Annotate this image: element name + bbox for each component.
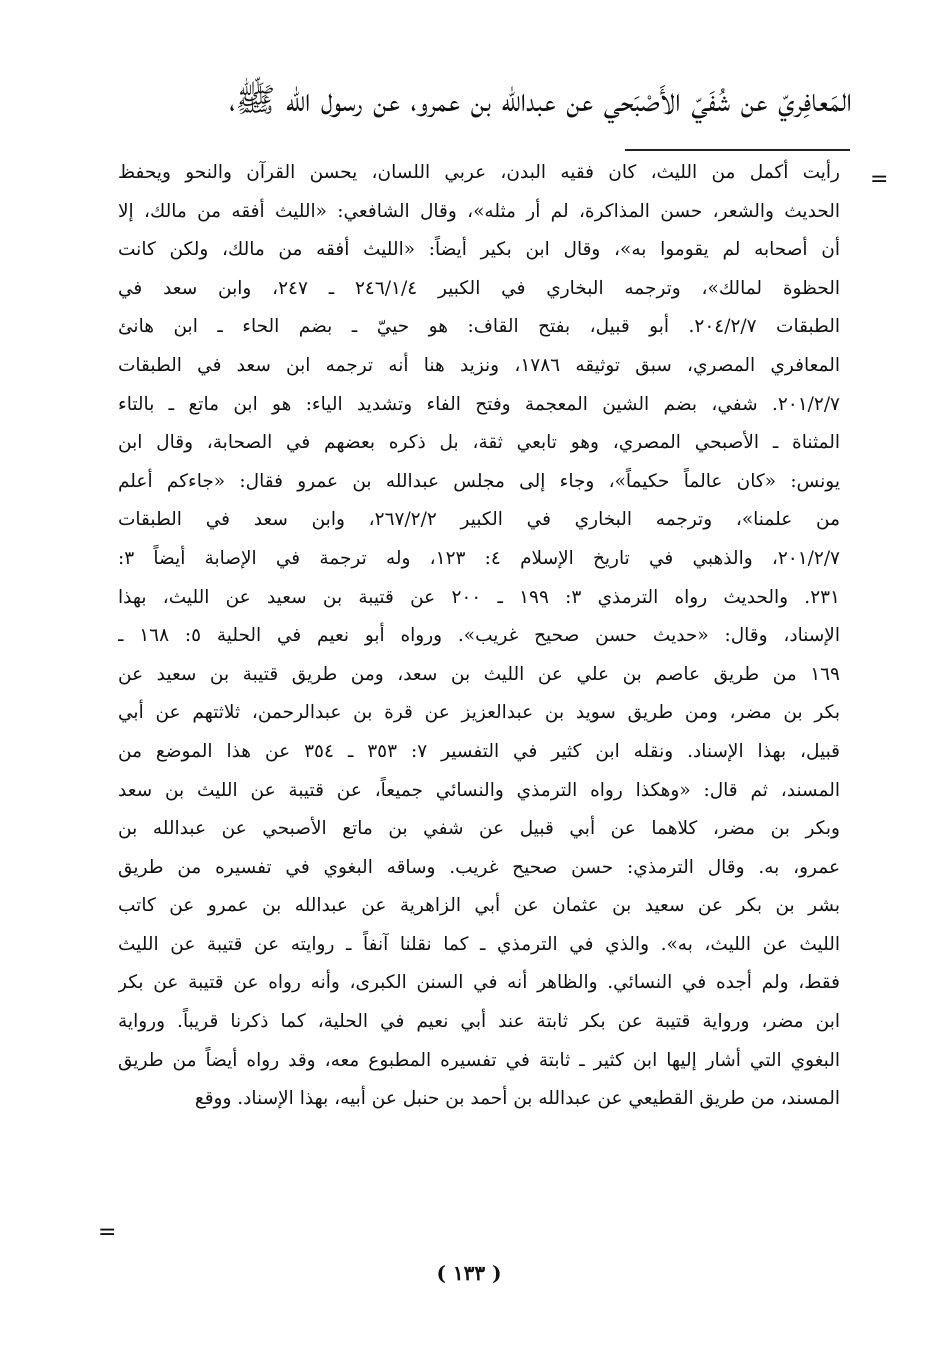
footnote-line: عمرو، به. وقال الترمذي: حسن صحيح غريب. وساقه البغوي في تفسيره من طريق bbox=[118, 856, 840, 878]
footnote-line: الطبقات ٢٠٤/٢/٧. أبو قبيل، بفتح القاف: هو حييّ ـ بضم الحاء ـ ابن هانئ bbox=[118, 316, 840, 338]
footnote-line: ٢٠١/٢/٧، والذهبي في تاريخ الإسلام ٤: ١٢٣، وله ترجمة في الإصابة أيضاً ٣: bbox=[118, 547, 840, 569]
footnote-line: وبكر بن مضر، كلاهما عن أبي قبيل عن شفي بن ماتع الأصبحي عن عبدالله بن bbox=[118, 818, 840, 840]
footnote-line: قبيل، بهذا الإسناد. ونقله ابن كثير في التفسير ٧: ٣٥٣ ـ ٣٥٤ عن هذا الموضع من bbox=[118, 740, 840, 762]
continuation-mark-bottom: = bbox=[98, 1220, 117, 1245]
footnote-line: يونس: «كان عالماً حكيماً»، وجاء إلى مجلس عبدالله بن عمرو فقال: «جاءكم أعلم bbox=[118, 470, 840, 492]
footnote-line: ١٦٩ من طريق عاصم بن علي عن الليث بن سعد، ومن طريق قتيبة بن سعيد عن bbox=[118, 663, 840, 685]
page-number: ( ١٣٣ ) bbox=[436, 1261, 502, 1285]
footnote-line: فقط، ولم أجده في النسائي. والظاهر أنه في السنن الكبرى، وأنه رواه عن قتيبة عن بكر bbox=[118, 972, 840, 994]
footnote-line: رأيت أكمل من الليث، كان فقيه البدن، عربي اللسان، يحسن القرآن والنحو ويحفظ bbox=[118, 162, 840, 183]
footnote-line: ٢٠١/٢/٧. شفي، بضم الشين المعجمة وفتح الفاء وتشديد الياء: هو ابن ماتع ـ بالتاء bbox=[118, 393, 840, 415]
footnote-line: الحظوة لمالك»، وترجمه البخاري في الكبير ٢٤٦/١/٤ ـ ٢٤٧، وابن سعد في bbox=[118, 277, 840, 299]
footnote-line: البغوي التي أشار إليها ابن كثير ـ ثابتة في تفسيره المطبوع معه، وقد رواه أيضاً من طريق bbox=[118, 1049, 840, 1071]
footnote-line: المسند، من طريق القطيعي عن عبدالله بن أحمد بن حنبل عن أبيه، بهذا الإسناد. ووقع bbox=[194, 1088, 840, 1110]
footnote-line: الإسناد، وقال: «حديث حسن صحيح غريب». ورواه أبو نعيم في الحلية ٥: ١٦٨ ـ bbox=[118, 625, 840, 647]
footnote-line: المسند، ثم قال: «وهكذا رواه الترمذي والنسائي جميعاً، عن قتيبة عن الليث بن سعد bbox=[118, 779, 840, 801]
footnote-line: الليث عن الليث، به». والذي في الترمذي ـ كما نقلنا آنفاً ـ روايته عن قتيبة عن الليث bbox=[118, 933, 840, 955]
footnote-line: المثناة ـ الأصبحي المصري، وهو تابعي ثقة، بل ذكره بعضهم في الصحابة، وقال ابن bbox=[118, 432, 840, 454]
footnote-separator-rule bbox=[625, 149, 850, 151]
main-text-line: المَعافِريّ عن شُفَيّ الأَصْبَحي عن عبدالله بن عمرو، عن رسول الله ﷺ، bbox=[229, 80, 852, 119]
continuation-mark-top: = bbox=[870, 167, 889, 192]
footnote-line: ٢٣١. والحديث رواه الترمذي ٣: ١٩٩ ـ ٢٠٠ عن قتيبة بن سعيد عن الليث، بهذا bbox=[118, 586, 840, 608]
footnote-line: بشر بن بكر عن سعيد بن عثمان عن أبي الزاهرية عن عبدالله بن عمرو عن كاتب bbox=[118, 895, 840, 917]
footnote-line: الحديث والشعر، حسن المذاكرة، لم أر مثله»، وقال الشافعي: «الليث أفقه من مالك، إلا bbox=[118, 200, 840, 222]
footnote-block bbox=[118, 154, 840, 1119]
footnote-line: من علمنا»، وترجمه البخاري في الكبير ٢٦٧/٢/٢، وابن سعد في الطبقات bbox=[118, 509, 840, 531]
footnote-line: أن أصحابه لم يقوموا به»، وقال ابن بكير أيضاً: «الليث أفقه من مالك، ولكن كانت bbox=[118, 239, 840, 261]
footnote-line: ابن مضر، ورواية قتيبة عن بكر ثابتة عند أبي نعيم في الحلية، كما ذكرنا قريباً. ورواية bbox=[118, 1011, 840, 1033]
footnote-line: بكر بن مضر، ومن طريق سويد بن عبدالعزيز عن قرة بن عبدالرحمن، ثلاثتهم عن أبي bbox=[118, 702, 840, 724]
footnote-line: المعافري المصري، سبق توثيقه ١٧٨٦، ونزيد هنا أنه ترجمه ابن سعد في الطبقات bbox=[118, 354, 840, 376]
